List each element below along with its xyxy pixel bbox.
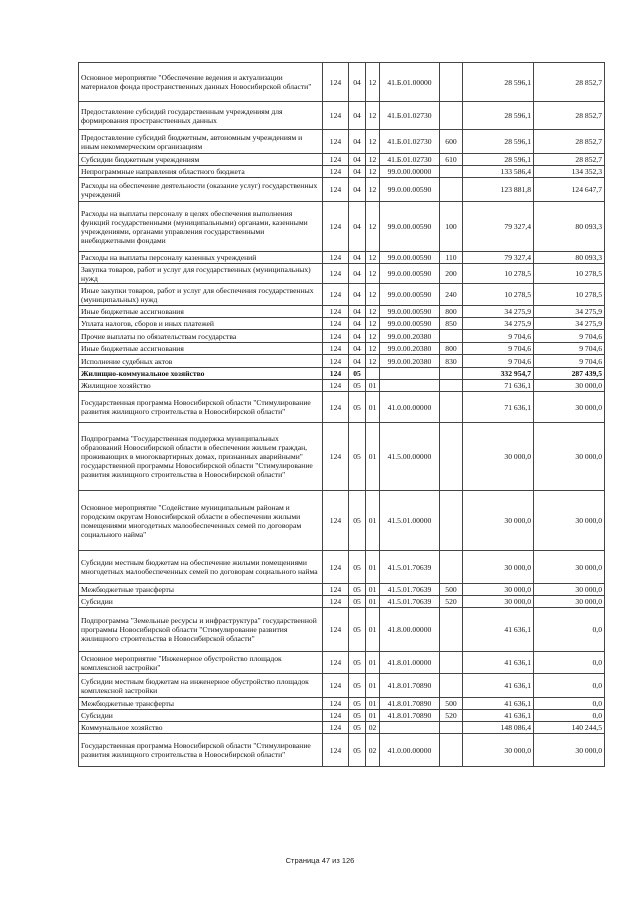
- row-sum-1: 71 636,1: [463, 380, 534, 392]
- row-pr: 01: [366, 423, 380, 491]
- row-ved: 124: [323, 284, 349, 306]
- row-vr: 850: [440, 318, 463, 330]
- row-csr: 41.0.00.00000: [380, 734, 440, 767]
- table-row: [79, 551, 605, 584]
- row-rz: 04: [349, 178, 366, 202]
- row-name: Субсидии: [79, 710, 323, 722]
- row-sum-2: 28 852,7: [534, 154, 605, 166]
- row-name: Субсидии местным бюджетам на обеспечение жилыми помещениями многодетных малообеспеченных семей по договорам социального найма: [79, 551, 323, 584]
- row-rz: 05: [349, 423, 366, 491]
- row-ved: 124: [323, 343, 349, 355]
- row-sum-1: 30 000,0: [463, 491, 534, 551]
- row-vr: 800: [440, 306, 463, 318]
- row-vr: [440, 674, 463, 698]
- row-pr: 12: [366, 343, 380, 355]
- row-pr: 01: [366, 608, 380, 652]
- row-csr: 41.5.00.00000: [380, 423, 440, 491]
- row-sum-2: 0,0: [534, 698, 605, 710]
- row-sum-2: 30 000,0: [534, 423, 605, 491]
- row-ved: 124: [323, 380, 349, 392]
- table-row: [79, 423, 605, 491]
- table-row: [79, 674, 605, 698]
- row-name: Непрограммные направления областного бюджета: [79, 166, 323, 178]
- row-pr: 12: [366, 63, 380, 102]
- table-row: [79, 734, 605, 767]
- row-rz: 04: [349, 284, 366, 306]
- row-csr: 99.0.00.00000: [380, 166, 440, 178]
- table-row: [79, 652, 605, 674]
- row-sum-2: 30 000,0: [534, 392, 605, 423]
- row-ved: 124: [323, 306, 349, 318]
- row-rz: 05: [349, 596, 366, 608]
- row-name: Подпрограмма "Земельные ресурсы и инфраструктура" государственной программы Новосибирской области "Стимулирование развития жилищного строительства в Новосибирской области": [79, 608, 323, 652]
- row-ved: 124: [323, 392, 349, 423]
- row-name: Прочие выплаты по обязательствам государства: [79, 330, 323, 343]
- row-sum-2: 9 704,6: [534, 355, 605, 368]
- row-name: Жилищное хозяйство: [79, 380, 323, 392]
- row-pr: 01: [366, 584, 380, 596]
- row-name: Предоставление субсидий государственным учреждениям для формирования пространственных данных: [79, 102, 323, 130]
- row-csr: 41.5.01.70639: [380, 584, 440, 596]
- row-ved: 124: [323, 551, 349, 584]
- table-row: [79, 368, 605, 380]
- row-pr: 12: [366, 306, 380, 318]
- row-csr: 41.5.01.70639: [380, 551, 440, 584]
- row-vr: 830: [440, 355, 463, 368]
- row-ved: 124: [323, 734, 349, 767]
- row-ved: 124: [323, 698, 349, 710]
- row-name: Основное мероприятие "Содействие муниципальным районам и городским округам Новосибирской области в обеспечении жилыми помещениями многодетных малообеспеченных семей по договорам социального найма": [79, 491, 323, 551]
- row-rz: 05: [349, 652, 366, 674]
- row-ved: 124: [323, 368, 349, 380]
- budget-table: [78, 62, 605, 767]
- row-pr: 12: [366, 178, 380, 202]
- row-ved: 124: [323, 130, 349, 154]
- row-name: Межбюджетные трансферты: [79, 584, 323, 596]
- row-sum-2: 0,0: [534, 608, 605, 652]
- row-pr: [366, 368, 380, 380]
- table-row: [79, 380, 605, 392]
- row-ved: 124: [323, 63, 349, 102]
- table-row: [79, 343, 605, 355]
- table-row: [79, 710, 605, 722]
- row-csr: 41.5.01.00000: [380, 491, 440, 551]
- row-name: Субсидии: [79, 596, 323, 608]
- row-name: Жилищно-коммунальное хозяйство: [79, 368, 323, 380]
- row-name: Субсидии бюджетным учреждениям: [79, 154, 323, 166]
- row-sum-1: 30 000,0: [463, 734, 534, 767]
- row-sum-1: 41 636,1: [463, 674, 534, 698]
- row-csr: 99.0.00.00590: [380, 178, 440, 202]
- row-sum-2: 28 852,7: [534, 63, 605, 102]
- table-row: [79, 284, 605, 306]
- row-rz: 05: [349, 722, 366, 734]
- row-rz: 05: [349, 734, 366, 767]
- row-sum-2: 28 852,7: [534, 102, 605, 130]
- row-name: Уплата налогов, сборов и иных платежей: [79, 318, 323, 330]
- row-vr: [440, 491, 463, 551]
- row-vr: 800: [440, 343, 463, 355]
- row-sum-1: 123 881,8: [463, 178, 534, 202]
- row-name: Предоставление субсидий бюджетным, автономным учреждениям и иным некоммерческим организациям: [79, 130, 323, 154]
- row-sum-1: 9 704,6: [463, 355, 534, 368]
- table-row: [79, 252, 605, 264]
- row-sum-2: 124 647,7: [534, 178, 605, 202]
- row-sum-1: 9 704,6: [463, 330, 534, 343]
- row-sum-2: 134 352,3: [534, 166, 605, 178]
- row-name: Межбюджетные трансферты: [79, 698, 323, 710]
- row-sum-1: 148 086,4: [463, 722, 534, 734]
- row-csr: 99.0.00.20380: [380, 343, 440, 355]
- row-sum-2: 9 704,6: [534, 330, 605, 343]
- row-sum-2: 287 439,5: [534, 368, 605, 380]
- row-sum-1: 41 636,1: [463, 710, 534, 722]
- row-csr: [380, 380, 440, 392]
- row-ved: 124: [323, 252, 349, 264]
- row-ved: 124: [323, 596, 349, 608]
- row-rz: 05: [349, 710, 366, 722]
- row-sum-1: 79 327,4: [463, 252, 534, 264]
- row-pr: 12: [366, 166, 380, 178]
- row-vr: [440, 608, 463, 652]
- row-name: Исполнение судебных актов: [79, 355, 323, 368]
- row-name: Государственная программа Новосибирской области "Стимулирование развития жилищного строительства в Новосибирской области": [79, 734, 323, 767]
- row-sum-2: 80 093,3: [534, 252, 605, 264]
- row-ved: 124: [323, 166, 349, 178]
- row-csr: 99.0.00.00590: [380, 264, 440, 284]
- row-name: Закупка товаров, работ и услуг для государственных (муниципальных) нужд: [79, 264, 323, 284]
- row-sum-2: 80 093,3: [534, 202, 605, 252]
- row-pr: 12: [366, 202, 380, 252]
- row-pr: 01: [366, 392, 380, 423]
- row-vr: 520: [440, 596, 463, 608]
- row-name: Расходы на обеспечение деятельности (оказание услуг) государственных учреждений: [79, 178, 323, 202]
- table-row: [79, 318, 605, 330]
- row-ved: 124: [323, 491, 349, 551]
- row-vr: 110: [440, 252, 463, 264]
- row-vr: 100: [440, 202, 463, 252]
- row-csr: 99.0.00.20380: [380, 355, 440, 368]
- row-sum-2: 10 278,5: [534, 264, 605, 284]
- row-pr: 01: [366, 551, 380, 584]
- row-sum-1: 133 586,4: [463, 166, 534, 178]
- row-vr: [440, 166, 463, 178]
- row-vr: [440, 652, 463, 674]
- row-vr: [440, 722, 463, 734]
- row-pr: 12: [366, 284, 380, 306]
- row-ved: 124: [323, 652, 349, 674]
- row-vr: [440, 423, 463, 491]
- table-row: [79, 608, 605, 652]
- row-name: Основное мероприятие "Обеспечение ведения и актуализации материалов фонда пространственных данных Новосибирской области": [79, 63, 323, 102]
- row-name: Расходы на выплаты персоналу в целях обеспечения выполнения функций государственными (муниципальными) органами, казенными учреждениями, органами управления государственными внебюджетными фондами: [79, 202, 323, 252]
- row-csr: 41.8.01.70890: [380, 698, 440, 710]
- row-csr: 41.Б.01.02730: [380, 130, 440, 154]
- row-vr: [440, 734, 463, 767]
- row-sum-2: 30 000,0: [534, 380, 605, 392]
- row-name: Основное мероприятие "Инженерное обустройство площадок комплексной застройки": [79, 652, 323, 674]
- row-pr: 01: [366, 698, 380, 710]
- row-sum-1: 71 636,1: [463, 392, 534, 423]
- row-rz: 05: [349, 368, 366, 380]
- table-row: [79, 63, 605, 102]
- row-sum-1: 28 596,1: [463, 63, 534, 102]
- row-ved: 124: [323, 584, 349, 596]
- table-row: [79, 102, 605, 130]
- row-name: Государственная программа Новосибирской области "Стимулирование развития жилищного строительства в Новосибирской области": [79, 392, 323, 423]
- row-sum-2: 30 000,0: [534, 596, 605, 608]
- row-rz: 04: [349, 355, 366, 368]
- row-ved: 124: [323, 102, 349, 130]
- row-rz: 05: [349, 698, 366, 710]
- row-pr: 12: [366, 252, 380, 264]
- row-pr: 01: [366, 596, 380, 608]
- row-vr: 240: [440, 284, 463, 306]
- row-ved: 124: [323, 202, 349, 252]
- row-vr: [440, 368, 463, 380]
- row-rz: 04: [349, 102, 366, 130]
- row-sum-1: 34 275,9: [463, 306, 534, 318]
- row-vr: [440, 102, 463, 130]
- table-row: [79, 722, 605, 734]
- row-ved: 124: [323, 608, 349, 652]
- row-sum-1: 34 275,9: [463, 318, 534, 330]
- row-sum-2: 9 704,6: [534, 343, 605, 355]
- row-pr: 01: [366, 652, 380, 674]
- page-footer: Страница 47 из 126: [285, 856, 355, 865]
- row-sum-1: 28 596,1: [463, 154, 534, 166]
- row-rz: 04: [349, 252, 366, 264]
- row-rz: 05: [349, 584, 366, 596]
- row-sum-2: 140 244,5: [534, 722, 605, 734]
- row-sum-2: 0,0: [534, 710, 605, 722]
- table-row: [79, 130, 605, 154]
- row-ved: 124: [323, 674, 349, 698]
- row-sum-2: 34 275,9: [534, 318, 605, 330]
- row-pr: 12: [366, 102, 380, 130]
- table-row: [79, 491, 605, 551]
- table-row: [79, 264, 605, 284]
- table-row: [79, 392, 605, 423]
- row-name: Коммунальное хозяйство: [79, 722, 323, 734]
- row-vr: [440, 330, 463, 343]
- row-rz: 05: [349, 674, 366, 698]
- row-pr: 01: [366, 674, 380, 698]
- row-sum-2: 30 000,0: [534, 491, 605, 551]
- table-row: [79, 154, 605, 166]
- row-pr: 12: [366, 318, 380, 330]
- row-rz: 04: [349, 306, 366, 318]
- row-rz: 04: [349, 154, 366, 166]
- row-sum-1: 41 636,1: [463, 608, 534, 652]
- row-rz: 05: [349, 491, 366, 551]
- row-csr: 99.0.00.20380: [380, 330, 440, 343]
- row-pr: 01: [366, 380, 380, 392]
- row-rz: 05: [349, 380, 366, 392]
- row-csr: 99.0.00.00590: [380, 202, 440, 252]
- row-rz: 04: [349, 330, 366, 343]
- row-pr: 12: [366, 330, 380, 343]
- row-vr: 520: [440, 710, 463, 722]
- row-sum-1: 30 000,0: [463, 596, 534, 608]
- row-pr: 02: [366, 722, 380, 734]
- row-name: Иные бюджетные ассигнования: [79, 343, 323, 355]
- row-rz: 04: [349, 202, 366, 252]
- row-csr: 41.0.00.00000: [380, 392, 440, 423]
- row-ved: 124: [323, 355, 349, 368]
- row-ved: 124: [323, 330, 349, 343]
- row-sum-1: 79 327,4: [463, 202, 534, 252]
- row-sum-2: 34 275,9: [534, 306, 605, 318]
- row-sum-2: 28 852,7: [534, 130, 605, 154]
- row-sum-1: 30 000,0: [463, 551, 534, 584]
- row-sum-1: 30 000,0: [463, 423, 534, 491]
- table-row: [79, 355, 605, 368]
- row-name: Субсидии местным бюджетам на инженерное обустройство площадок комплексной застройки: [79, 674, 323, 698]
- row-name: Иные закупки товаров, работ и услуг для обеспечения государственных (муниципальных) нужд: [79, 284, 323, 306]
- row-sum-2: 10 278,5: [534, 284, 605, 306]
- row-ved: 124: [323, 423, 349, 491]
- row-csr: 41.Б.01.00000: [380, 63, 440, 102]
- row-sum-2: 30 000,0: [534, 551, 605, 584]
- row-csr: [380, 722, 440, 734]
- row-pr: 12: [366, 355, 380, 368]
- row-name: Подпрограмма "Государственная поддержка муниципальных образований Новосибирской области в обеспечении жильем граждан, проживающих в многоквартирных домах, признанных аварийными" государственной программы Новосибирской области "Стимулирование развития жилищного строительства в Новосибирской области": [79, 423, 323, 491]
- row-csr: 41.8.00.00000: [380, 608, 440, 652]
- table-row: [79, 166, 605, 178]
- row-pr: 12: [366, 264, 380, 284]
- row-ved: 124: [323, 264, 349, 284]
- row-sum-2: 30 000,0: [534, 734, 605, 767]
- row-csr: 41.8.01.70890: [380, 674, 440, 698]
- row-vr: [440, 178, 463, 202]
- row-sum-1: 9 704,6: [463, 343, 534, 355]
- row-name: Расходы на выплаты персоналу казенных учреждений: [79, 252, 323, 264]
- row-csr: 41.Б.01.02730: [380, 102, 440, 130]
- row-vr: [440, 551, 463, 584]
- row-ved: 124: [323, 178, 349, 202]
- row-sum-2: 0,0: [534, 652, 605, 674]
- row-csr: 41.8.01.00000: [380, 652, 440, 674]
- row-csr: 99.0.00.00590: [380, 252, 440, 264]
- row-vr: [440, 380, 463, 392]
- row-csr: 99.0.00.00590: [380, 284, 440, 306]
- table-row: [79, 178, 605, 202]
- row-pr: 12: [366, 154, 380, 166]
- table-row: [79, 584, 605, 596]
- row-sum-2: 30 000,0: [534, 584, 605, 596]
- row-rz: 04: [349, 343, 366, 355]
- row-rz: 04: [349, 318, 366, 330]
- table-row: [79, 306, 605, 318]
- row-vr: [440, 63, 463, 102]
- row-csr: [380, 368, 440, 380]
- row-csr: 41.5.01.70639: [380, 596, 440, 608]
- row-rz: 04: [349, 166, 366, 178]
- table-row: [79, 698, 605, 710]
- row-ved: 124: [323, 710, 349, 722]
- row-rz: 05: [349, 608, 366, 652]
- row-sum-1: 30 000,0: [463, 584, 534, 596]
- row-ved: 124: [323, 722, 349, 734]
- row-name: Иные бюджетные ассигнования: [79, 306, 323, 318]
- row-pr: 01: [366, 710, 380, 722]
- row-ved: 124: [323, 154, 349, 166]
- row-csr: 99.0.00.00590: [380, 306, 440, 318]
- row-rz: 04: [349, 130, 366, 154]
- row-vr: 200: [440, 264, 463, 284]
- row-sum-1: 28 596,1: [463, 130, 534, 154]
- row-ved: 124: [323, 318, 349, 330]
- row-csr: 41.Б.01.02730: [380, 154, 440, 166]
- row-vr: [440, 392, 463, 423]
- row-sum-2: 0,0: [534, 674, 605, 698]
- row-vr: 610: [440, 154, 463, 166]
- row-rz: 04: [349, 264, 366, 284]
- row-sum-1: 41 636,1: [463, 652, 534, 674]
- row-sum-1: 332 954,7: [463, 368, 534, 380]
- row-csr: 41.8.01.70890: [380, 710, 440, 722]
- table-row: [79, 330, 605, 343]
- row-rz: 05: [349, 551, 366, 584]
- row-sum-1: 10 278,5: [463, 284, 534, 306]
- row-sum-1: 41 636,1: [463, 698, 534, 710]
- table-row: [79, 202, 605, 252]
- row-sum-1: 10 278,5: [463, 264, 534, 284]
- row-csr: 99.0.00.00590: [380, 318, 440, 330]
- row-pr: 12: [366, 130, 380, 154]
- row-sum-1: 28 596,1: [463, 102, 534, 130]
- row-pr: 01: [366, 491, 380, 551]
- table-row: [79, 596, 605, 608]
- row-rz: 04: [349, 63, 366, 102]
- row-vr: 500: [440, 584, 463, 596]
- row-rz: 05: [349, 392, 366, 423]
- row-pr: 02: [366, 734, 380, 767]
- row-vr: 600: [440, 130, 463, 154]
- row-vr: 500: [440, 698, 463, 710]
